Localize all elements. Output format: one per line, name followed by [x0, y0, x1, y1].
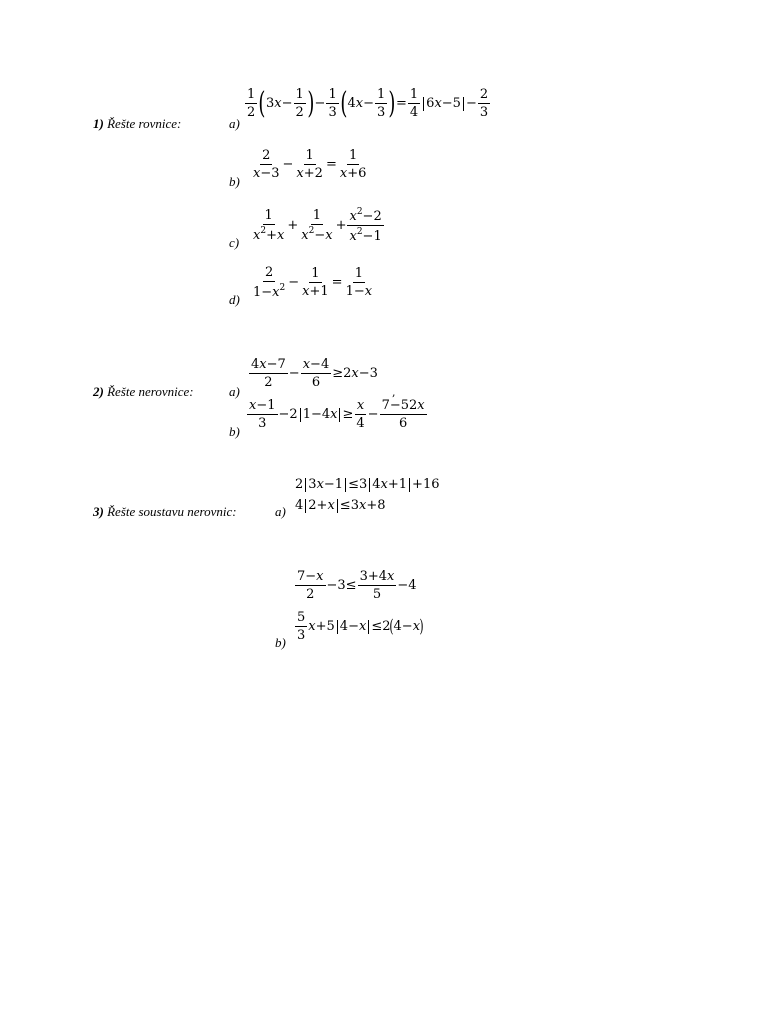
system-3b-line1: $\frac{7-x}{2}$ −3≤ $\frac{3+4x}{5}$ −4 [297, 569, 417, 602]
system-3a: 2 3x−1 ≤3 4x+1 +16 4 2+x ≤3x+8 [295, 477, 440, 513]
section-3-text: Řešte soustavu nerovnic: [107, 504, 237, 519]
sub-c-1: c) [229, 235, 240, 250]
section-3-number: 3) [93, 504, 104, 519]
equation-1c: $\frac{1}{x^2+x}$ + $\frac{1}{x^2-x}$ + $\frac{x^2-2}{x^2-1}$ [253, 207, 382, 244]
inequality-2b: $\frac{x-1}{3}$ −2 1−4 x ≥ $\frac{x}{4}$ − $\frac{7-52x}{6}$ [249, 398, 425, 431]
section-2-text: Řešte nerovnice: [107, 384, 194, 399]
sub-a-3: a) [275, 504, 286, 519]
sub-b-2: b) [229, 424, 240, 439]
stray-mark: , [392, 386, 396, 399]
equation-1a: $\frac{1}{2}$ ( 3 x − $\frac{1}{2}$ ) − $\frac{1}{3}$ ( 4 x − $\frac{1}{3}$ ) = $\frac{1}{4}$ 6 x −5 − $\frac{2}{3}$ [247, 85, 489, 121]
sub-a-2: a) [229, 384, 240, 399]
sub-b-1: b) [229, 174, 240, 189]
inequality-2a: $\frac{4x-7}{2}$ − $\frac{x-4}{6}$ ≥2 x −3 [251, 357, 378, 390]
equation-1b: $\frac{2}{x-3}$ − $\frac{1}{x+2}$ = $\frac{1}{x+6}$ [253, 148, 367, 181]
section-1-number: 1) [93, 116, 104, 131]
sub-d-1: d) [229, 292, 240, 307]
equation-1d: $\frac{2}{1-x^2}$ − $\frac{1}{x+1}$ = $\frac{1}{1-x}$ [253, 265, 373, 300]
section-3-title [93, 504, 237, 520]
sub-a-1: a) [229, 116, 240, 131]
section-1-title [93, 116, 181, 132]
sub-b-3: b) [275, 635, 286, 650]
section-2-title [93, 384, 194, 400]
section-2-number: 2) [93, 384, 104, 399]
section-1-text: Řešte rovnice: [107, 116, 182, 131]
system-3b-line2: $\frac{5}{3}$ x +5 4− x ≤2 ( 4− x ) [297, 610, 424, 643]
